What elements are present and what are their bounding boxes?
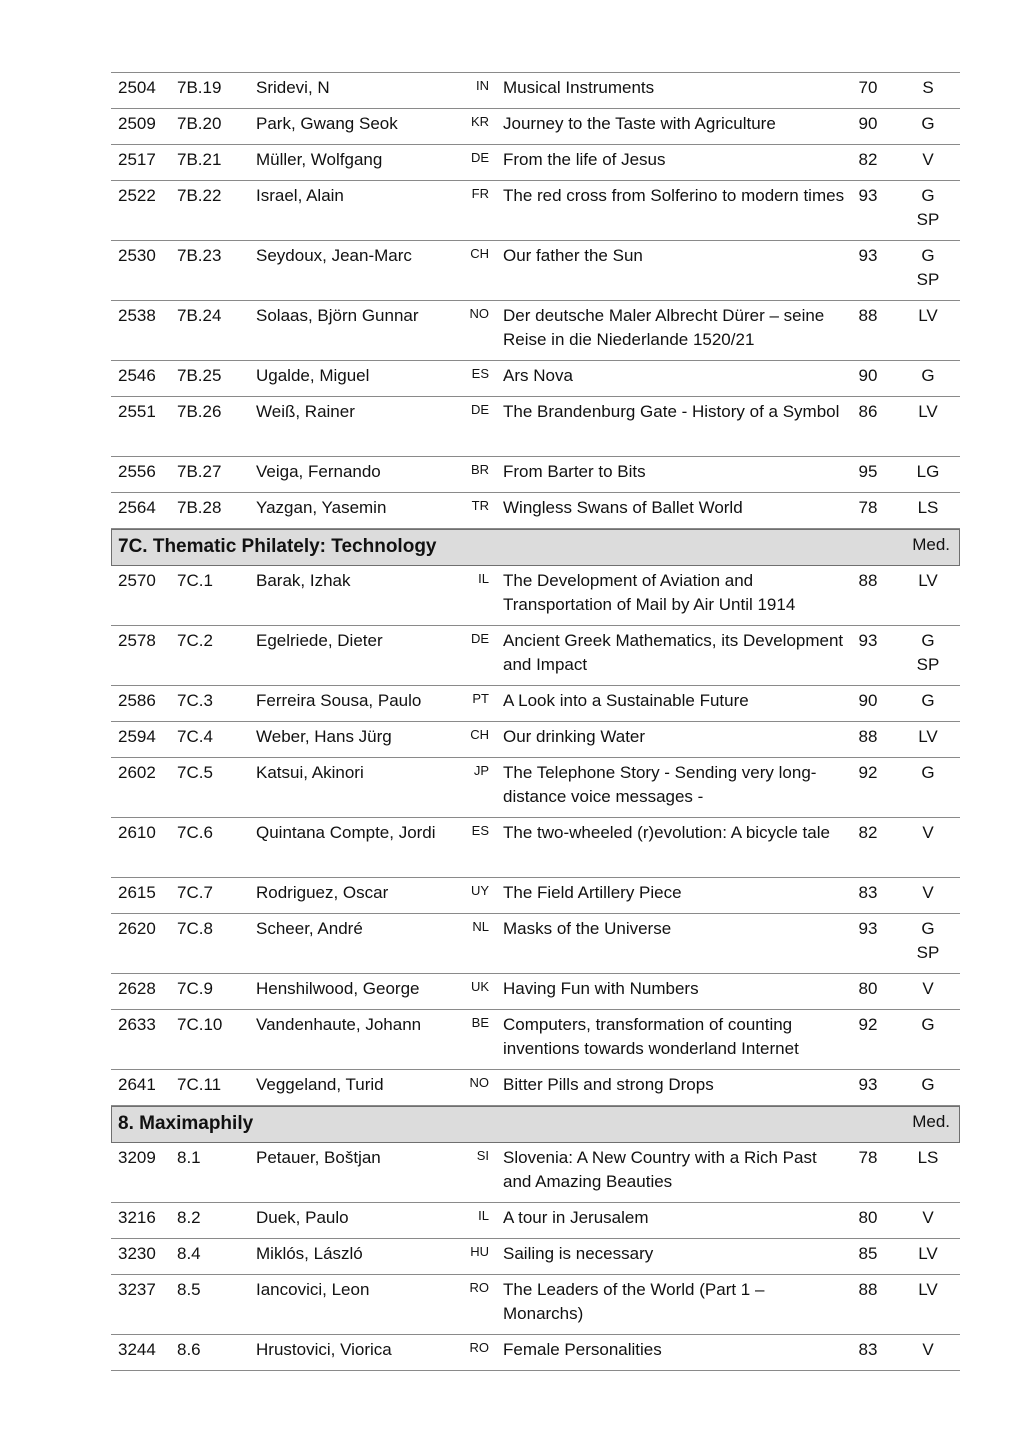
exhibitor-name: Seydoux, Jean-Marc [256, 246, 412, 265]
exhibit-title: Female Personalities [503, 1340, 662, 1359]
exhibitor-name: Iancovici, Leon [256, 1280, 370, 1299]
points: 85 [858, 1244, 878, 1263]
medal: LS [917, 498, 939, 517]
class-number: 8.5 [177, 1280, 201, 1299]
class-number: 7C.4 [177, 727, 213, 746]
table-row [111, 1010, 960, 1070]
medal: LV [918, 1244, 938, 1263]
entry-number: 2628 [118, 979, 156, 998]
points: 90 [858, 366, 878, 385]
country-code: DE [470, 150, 489, 165]
exhibitor-name: Weiß, Rainer [256, 402, 355, 421]
exhibit-title: Der deutsche Maler Albrecht Dürer – seine Reise in die Niederlande 1520/21 [503, 306, 825, 349]
medal: G [921, 691, 935, 710]
entry-number: 2633 [118, 1015, 156, 1034]
points: 86 [858, 402, 878, 421]
country-code: BR [470, 462, 489, 477]
country-code: FR [471, 186, 489, 201]
exhibitor-name: Petauer, Boštjan [256, 1148, 381, 1167]
table-row [111, 914, 960, 974]
exhibitor-name: Miklós, László [256, 1244, 363, 1263]
exhibitor-name: Katsui, Akinori [256, 763, 364, 782]
points: 95 [858, 462, 878, 481]
table-block-7b [111, 72, 960, 529]
exhibitor-name: Yazgan, Yasemin [256, 498, 387, 517]
exhibit-title: Musical Instruments [503, 78, 655, 97]
table-row [111, 145, 960, 181]
points: 92 [858, 1015, 878, 1034]
country-code: IN [476, 78, 489, 93]
entry-number: 2620 [118, 919, 156, 938]
exhibit-title: Ars Nova [503, 366, 573, 385]
exhibitor-name: Hrustovici, Viorica [256, 1340, 392, 1359]
points: 93 [858, 186, 878, 205]
country-code: DE [470, 631, 489, 646]
medal: V [922, 1340, 934, 1359]
entry-number: 2578 [118, 631, 156, 650]
country-code: NO [469, 1075, 489, 1090]
entry-number: 2586 [118, 691, 156, 710]
class-number: 7C.6 [177, 823, 213, 842]
class-number: 7B.25 [177, 366, 222, 385]
class-number: 7B.22 [177, 186, 222, 205]
points: 82 [858, 150, 878, 169]
table-row [111, 109, 960, 145]
exhibitor-name: Egelriede, Dieter [256, 631, 383, 650]
exhibit-title: The Development of Aviation and Transportation of Mail by Air Until 1914 [503, 571, 796, 614]
exhibit-title: Our drinking Water [503, 727, 646, 746]
exhibitor-name: Barak, Izhak [256, 571, 351, 590]
medal: G SP [916, 631, 940, 674]
exhibit-title: Computers, transformation of counting inventions towards wonderland Internet [503, 1015, 799, 1058]
exhibit-title: The Leaders of the World (Part 1 – Monarchs) [503, 1280, 765, 1323]
exhibitor-name: Rodriguez, Oscar [256, 883, 389, 902]
exhibit-title: A Look into a Sustainable Future [503, 691, 749, 710]
medal-column-header: Med. [912, 1112, 950, 1131]
medal: LV [918, 727, 938, 746]
class-number: 7C.10 [177, 1015, 223, 1034]
class-number: 7C.8 [177, 919, 213, 938]
exhibit-title: A tour in Jerusalem [503, 1208, 649, 1227]
exhibitor-name: Israel, Alain [256, 186, 344, 205]
table-row [111, 181, 960, 241]
exhibitor-name: Vandenhaute, Johann [256, 1015, 422, 1034]
exhibitor-name: Müller, Wolfgang [256, 150, 383, 169]
table-row [111, 397, 960, 457]
entry-number: 2615 [118, 883, 156, 902]
points: 90 [858, 691, 878, 710]
table-row [111, 878, 960, 914]
medal: LV [918, 1280, 938, 1299]
country-code: UY [470, 883, 489, 898]
entry-number: 2530 [118, 246, 156, 265]
entry-number: 2564 [118, 498, 156, 517]
exhibitor-name: Ferreira Sousa, Paulo [256, 691, 422, 710]
class-number: 7B.21 [177, 150, 222, 169]
class-number: 8.2 [177, 1208, 201, 1227]
entry-number: 2551 [118, 402, 156, 421]
table-row [111, 301, 960, 361]
class-number: 7C.1 [177, 571, 213, 590]
class-number: 7B.26 [177, 402, 222, 421]
exhibitor-name: Veiga, Fernando [256, 462, 381, 481]
medal: S [922, 78, 934, 97]
medal: G [921, 1075, 935, 1094]
country-code: CH [470, 727, 489, 742]
medal: G SP [916, 186, 940, 229]
table-row [111, 72, 960, 109]
section-header-7c [111, 529, 960, 566]
medal: G SP [916, 246, 940, 289]
points: 93 [858, 246, 878, 265]
exhibit-title: Wingless Swans of Ballet World [503, 498, 743, 517]
country-code: NO [469, 306, 489, 321]
class-number: 7C.7 [177, 883, 213, 902]
table-row [111, 1143, 960, 1203]
class-number: 7B.24 [177, 306, 222, 325]
exhibitor-name: Henshilwood, George [256, 979, 420, 998]
entry-number: 2602 [118, 763, 156, 782]
points: 93 [858, 919, 878, 938]
class-number: 7C.9 [177, 979, 213, 998]
country-code: BE [471, 1015, 489, 1030]
points: 90 [858, 114, 878, 133]
country-code: JP [473, 763, 489, 778]
medal: LG [916, 462, 940, 481]
medal: LV [918, 306, 938, 325]
table-row [111, 686, 960, 722]
country-code: RO [469, 1340, 489, 1355]
points: 78 [858, 498, 878, 517]
entry-number: 2538 [118, 306, 156, 325]
points: 82 [858, 823, 878, 842]
exhibitor-name: Weber, Hans Jürg [256, 727, 392, 746]
table-row [111, 818, 960, 878]
medal: G SP [916, 919, 940, 962]
medal: G [921, 763, 935, 782]
class-number: 7B.19 [177, 78, 222, 97]
class-number: 8.1 [177, 1148, 201, 1167]
exhibit-title: Sailing is necessary [503, 1244, 654, 1263]
country-code: SI [476, 1148, 489, 1163]
country-code: NL [472, 919, 489, 934]
exhibit-title: Ancient Greek Mathematics, its Development and Impact [503, 631, 844, 674]
entry-number: 3237 [118, 1280, 156, 1299]
country-code: DE [470, 402, 489, 417]
table-row [111, 241, 960, 301]
class-number: 7C.3 [177, 691, 213, 710]
country-code: IL [478, 571, 489, 586]
medal: LS [917, 1148, 939, 1167]
country-code: IL [478, 1208, 489, 1223]
table-row [111, 1275, 960, 1335]
results-table [111, 72, 960, 1371]
table-row [111, 1239, 960, 1275]
points: 93 [858, 631, 878, 650]
country-code: TR [471, 498, 489, 513]
entry-number: 3244 [118, 1340, 156, 1359]
country-code: RO [469, 1280, 489, 1295]
entry-number: 2522 [118, 186, 156, 205]
table-row [111, 493, 960, 529]
class-number: 8.6 [177, 1340, 201, 1359]
class-number: 7B.27 [177, 462, 222, 481]
class-number: 7B.28 [177, 498, 222, 517]
table-block-7c [111, 566, 960, 1106]
exhibitor-name: Scheer, André [256, 919, 363, 938]
points: 78 [858, 1148, 878, 1167]
medal: V [922, 150, 934, 169]
exhibit-title: From the life of Jesus [503, 150, 666, 169]
section-header-8 [111, 1106, 960, 1143]
exhibit-title: The Brandenburg Gate - History of a Symbol [503, 402, 840, 421]
exhibit-title: The Telephone Story - Sending very long-distance voice messages - [503, 763, 817, 806]
exhibitor-name: Veggeland, Turid [256, 1075, 384, 1094]
entry-number: 3230 [118, 1244, 156, 1263]
table-row [111, 758, 960, 818]
country-code: KR [470, 114, 489, 129]
medal: V [922, 979, 934, 998]
exhibit-title: Journey to the Taste with Agriculture [503, 114, 776, 133]
entry-number: 3216 [118, 1208, 156, 1227]
class-number: 7B.23 [177, 246, 222, 265]
exhibit-title: The two-wheeled (r)evolution: A bicycle tale [503, 823, 830, 842]
table-row [111, 722, 960, 758]
points: 80 [858, 1208, 878, 1227]
medal: G [921, 1015, 935, 1034]
country-code: ES [471, 823, 489, 838]
entry-number: 2504 [118, 78, 156, 97]
points: 83 [858, 883, 878, 902]
points: 70 [858, 78, 878, 97]
country-code: CH [470, 246, 489, 261]
points: 92 [858, 763, 878, 782]
table-row [111, 566, 960, 626]
entry-number: 2546 [118, 366, 156, 385]
country-code: UK [470, 979, 489, 994]
entry-number: 2509 [118, 114, 156, 133]
entry-number: 2610 [118, 823, 156, 842]
table-row [111, 1070, 960, 1106]
class-number: 7B.20 [177, 114, 222, 133]
exhibit-title: Bitter Pills and strong Drops [503, 1075, 714, 1094]
medal: G [921, 114, 935, 133]
table-block-8 [111, 1143, 960, 1371]
country-code: PT [472, 691, 489, 706]
points: 88 [858, 306, 878, 325]
entry-number: 2570 [118, 571, 156, 590]
table-row [111, 361, 960, 397]
exhibitor-name: Solaas, Björn Gunnar [256, 306, 419, 325]
points: 93 [858, 1075, 878, 1094]
table-row [111, 1203, 960, 1239]
class-number: 8.4 [177, 1244, 201, 1263]
country-code: ES [471, 366, 489, 381]
medal: LV [918, 402, 938, 421]
section-title: 7C. Thematic Philately: Technology [118, 536, 437, 557]
exhibit-title: The Field Artillery Piece [503, 883, 682, 902]
class-number: 7C.11 [177, 1075, 222, 1094]
entry-number: 3209 [118, 1148, 156, 1167]
points: 80 [858, 979, 878, 998]
medal-column-header: Med. [912, 535, 950, 554]
entry-number: 2641 [118, 1075, 156, 1094]
points: 83 [858, 1340, 878, 1359]
exhibit-title: Masks of the Universe [503, 919, 672, 938]
exhibit-title: From Barter to Bits [503, 462, 646, 481]
country-code: HU [470, 1244, 489, 1259]
entry-number: 2556 [118, 462, 156, 481]
points: 88 [858, 571, 878, 590]
exhibitor-name: Duek, Paulo [256, 1208, 349, 1227]
medal: V [922, 1208, 934, 1227]
class-number: 7C.2 [177, 631, 213, 650]
entry-number: 2517 [118, 150, 156, 169]
table-row [111, 1335, 960, 1371]
exhibit-title: The red cross from Solferino to modern times [503, 186, 845, 205]
table-row [111, 974, 960, 1010]
section-title: 8. Maximaphily [118, 1113, 254, 1134]
points: 88 [858, 1280, 878, 1299]
medal: LV [918, 571, 938, 590]
table-row [111, 457, 960, 493]
medal: G [921, 366, 935, 385]
medal: V [922, 883, 934, 902]
table-row [111, 626, 960, 686]
exhibitor-name: Park, Gwang Seok [256, 114, 398, 133]
exhibit-title: Having Fun with Numbers [503, 979, 699, 998]
exhibit-title: Slovenia: A New Country with a Rich Past and Amazing Beauties [503, 1148, 817, 1191]
points: 88 [858, 727, 878, 746]
exhibitor-name: Ugalde, Miguel [256, 366, 370, 385]
exhibit-title: Our father the Sun [503, 246, 643, 265]
exhibitor-name: Sridevi, N [256, 78, 330, 97]
exhibitor-name: Quintana Compte, Jordi [256, 823, 436, 842]
medal: V [922, 823, 934, 842]
class-number: 7C.5 [177, 763, 213, 782]
entry-number: 2594 [118, 727, 156, 746]
